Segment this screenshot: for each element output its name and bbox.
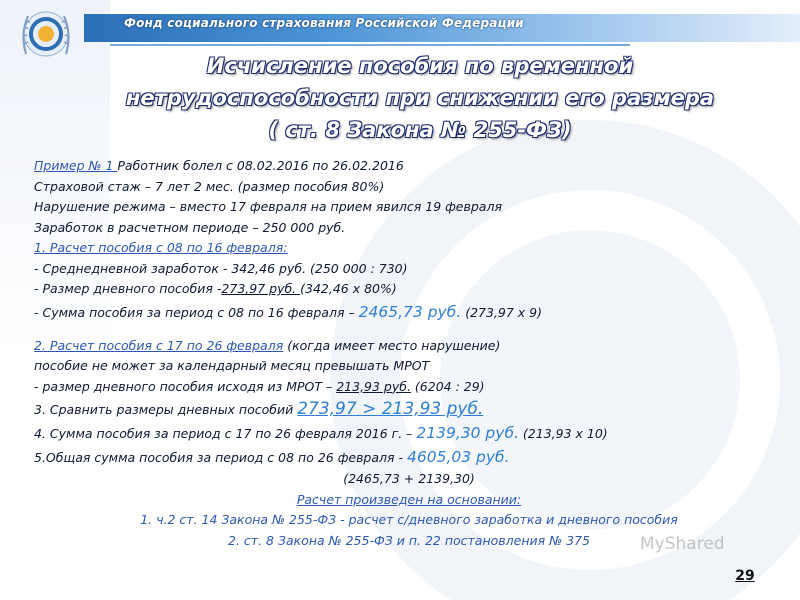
- calc1-sum-line: [34, 300, 784, 324]
- calc2-daily-line: [34, 377, 784, 398]
- slide-title-line-3: ( ст. 8 Закона № 255-ФЗ): [268, 118, 572, 142]
- slide-title-line-2: нетрудоспособности при снижении его размера: [125, 86, 715, 110]
- example-text: Работник болел с 08.02.2016 по 26.02.2016: [117, 158, 404, 173]
- insurance-line: Страховой стаж – 7 лет 2 мес. (размер пособия 80%): [34, 178, 385, 194]
- calc1-sum-prefix: - Сумма пособия за период с 08 по 16 февраля –: [34, 304, 359, 320]
- calc1-daily-line: [34, 279, 784, 300]
- violation-line: Нарушение режима – вместо 17 февраля на прием явился 19 февраля: [34, 199, 502, 214]
- sum4-prefix: 4. Сумма пособия за период с 17 по 26 февраля 2016 г. –: [34, 426, 417, 441]
- calc1-daily-suffix: (342,46 х 80%): [300, 281, 397, 296]
- spacer: [34, 324, 784, 336]
- org-name: Фонд социального страхования Российской Федерации: [124, 16, 524, 30]
- total-prefix: 5.Общая сумма пособия за период с 08 по 26 февраля -: [34, 450, 407, 465]
- sum4-value: 2139,30 руб.: [416, 424, 519, 442]
- compare-value: 273,97 > 213,93 руб.: [297, 399, 484, 419]
- example-label: Пример № 1: [34, 158, 118, 173]
- example-line: [34, 156, 784, 177]
- calc2-daily-prefix: - размер дневного пособия исходя из МРОТ –: [34, 378, 337, 394]
- calc1-sum-suffix: (273,97 х 9): [461, 304, 542, 320]
- sum4-line: [34, 421, 784, 445]
- compare-prefix: 3. Сравнить размеры дневных пособий: [34, 402, 298, 417]
- basis-item-2: 2. ст. 8 Закона № 255-ФЗ и п. 22 постановления № 375: [228, 532, 590, 548]
- calc1-sum-value: 2465,73 руб.: [358, 302, 462, 321]
- myshared-watermark: MyShared: [640, 534, 725, 554]
- total-line: [34, 445, 784, 469]
- compare-line: [34, 397, 784, 421]
- calc2-title-line: [34, 336, 784, 357]
- calc2-title: 2. Расчет пособия с 17 по 26 февраля: [34, 337, 284, 353]
- calc2-title-suffix: (когда имеет место нарушение): [283, 337, 501, 353]
- total-formula: (2465,73 + 2139,30): [343, 471, 475, 486]
- total-value: 4605,03 руб.: [407, 448, 510, 466]
- basis-title: Расчет произведен на основании:: [296, 491, 522, 507]
- header-divider: [110, 44, 630, 46]
- calc2-daily-value: 213,93 руб.: [336, 378, 411, 394]
- earnings-line: Заработок в расчетном периоде – 250 000 руб.: [34, 219, 346, 235]
- slide-title-line-1: Исчисление пособия по временной: [206, 54, 634, 78]
- calc2-limit-line: пособие не может за календарный месяц превышать МРОТ: [34, 358, 430, 373]
- slide-body: [34, 156, 784, 551]
- calc1-avg-line: - Среднедневной заработок - 342,46 руб. (250 000 : 730): [34, 260, 408, 276]
- page-number: 29: [735, 568, 755, 584]
- basis-item-1: 1. ч.2 ст. 14 Закона № 255-ФЗ - расчет с/дневного заработка и дневного пособия: [140, 512, 678, 527]
- calc2-daily-suffix: (6204 : 29): [410, 378, 485, 394]
- sum4-suffix: (213,93 х 10): [518, 426, 608, 441]
- calc1-daily-value: 273,97 руб.: [221, 281, 301, 296]
- calc1-daily-prefix: - Размер дневного пособия -: [34, 281, 222, 296]
- calc1-title: 1. Расчет пособия с 08 по 16 февраля:: [34, 240, 288, 255]
